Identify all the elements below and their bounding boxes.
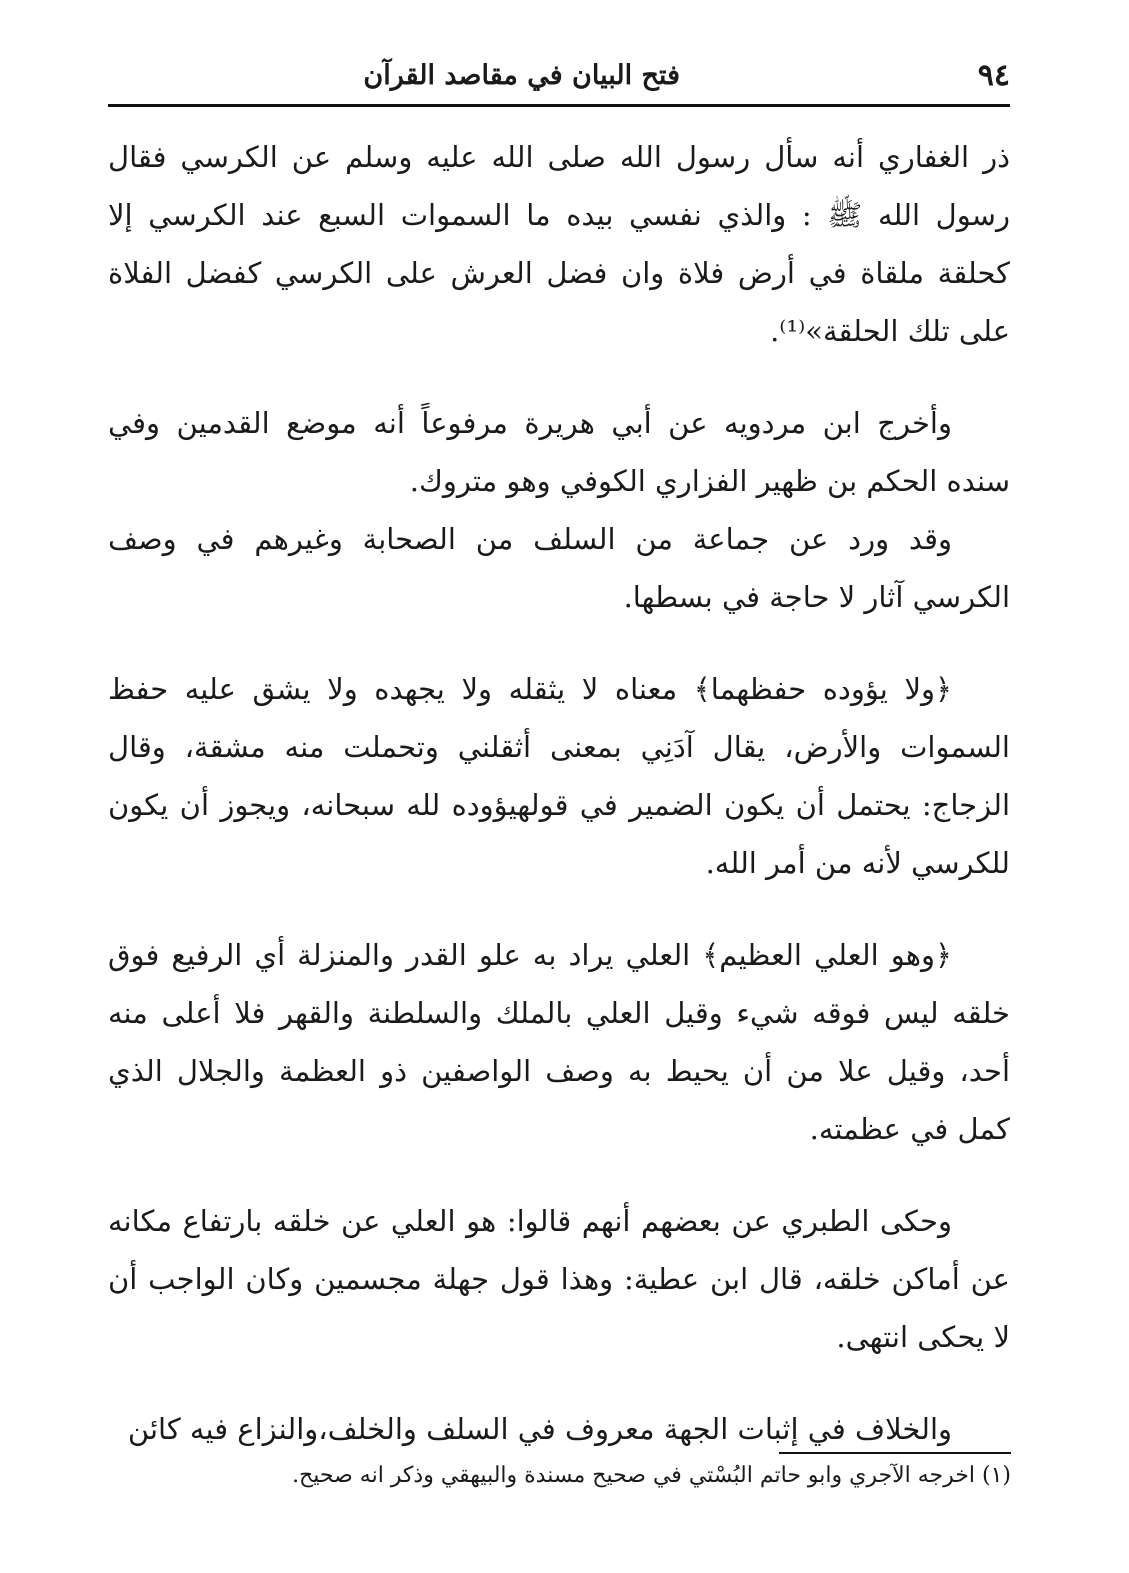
paragraph-7: والخلاف في إثبات الجهة معروف في السلف والخلف،والنزاع فيه كائن [127, 1412, 952, 1446]
page-header [108, 52, 1010, 102]
running-title: فتح البيان في مقاصد القرآن [363, 60, 680, 91]
body-text [108, 128, 1010, 1458]
header-rule [108, 104, 1010, 107]
paragraph-5: ﴿وهو العلي العظيم﴾ العلي يراد به علو القدر والمنزلة أي الرفيع فوق خلقه ليس فوقه شيء وقيل العلي بالملك والسلطنة والقهر فلا أعلى منه أحد، وقيل علا من أن يحيط به وصف الواصفين ذو العظمة والجلال الذي كمل في عظمته. [108, 938, 1010, 1146]
paragraph-3: وقد ورد عن جماعة من السلف من الصحابة وغيرهم في وصف الكرسي آثار لا حاجة في بسطها. [108, 522, 1010, 614]
page-number: ٩٤ [977, 58, 1010, 93]
footnote-rule [779, 1452, 1011, 1454]
footnote: (١) اخرجه الآجري وابو حاتم البُسْتي في صحيح مسندة والبيهقي وذكر انه صحيح. [292, 1463, 1011, 1488]
paragraph-1: ذر الغفاري أنه سأل رسول الله صلى الله عليه وسلم عن الكرسي فقال رسول الله ﷺ : والذي نفسي بيده ما السموات السبع عند الكرسي إلا كحلقة ملقاة في أرض فلاة وان فضل العرش على الكرسي كفضل الفلاة على تلك الحلقة»⁽¹⁾. [108, 140, 1010, 348]
paragraph-2: وأخرج ابن مردويه عن أبي هريرة مرفوعاً أنه موضع القدمين وفي سنده الحكم بن ظهير الفزاري الكوفي وهو متروك. [108, 406, 1010, 498]
paragraph-6: وحكى الطبري عن بعضهم أنهم قالوا: هو العلي عن خلقه بارتفاع مكانه عن أماكن خلقه، قال ابن عطية: وهذا قول جهلة مجسمين وكان الواجب أن لا يحكى انتهى. [108, 1204, 1010, 1354]
paragraph-4: ﴿ولا يؤوده حفظهما﴾ معناه لا يثقله ولا يجهده ولا يشق عليه حفظ السموات والأرض، يقال آدَنِي بمعنى أثقلني وتحملت منه مشقة، وقال الزجاج: يحتمل أن يكون الضمير في قولهيؤوده لله سبحانه، ويجوز أن يكون للكرسي لأنه من أمر الله. [108, 672, 1010, 880]
